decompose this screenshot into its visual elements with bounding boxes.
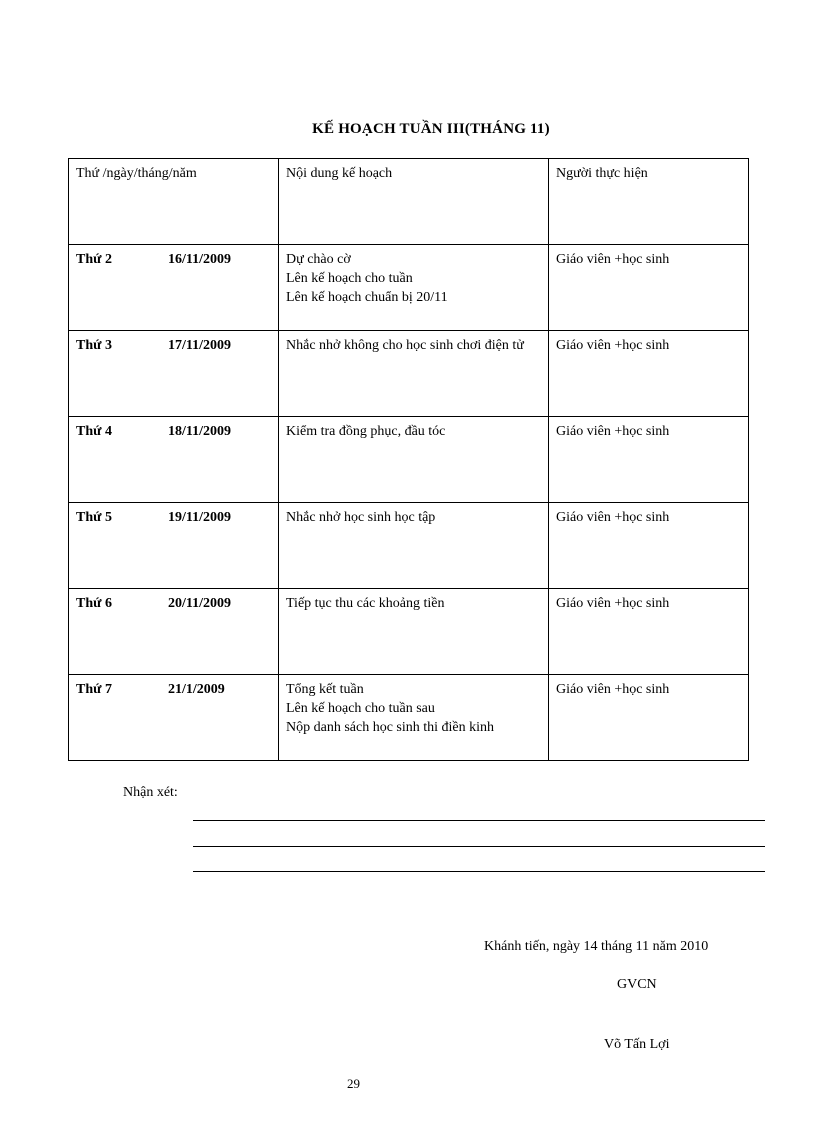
row-day: Thứ 6 xyxy=(76,596,113,611)
row-person: Giáo viên +học sinh xyxy=(549,503,749,589)
remarks-line xyxy=(193,820,765,821)
row-date: 21/1/2009 xyxy=(168,682,225,697)
row-content-cell xyxy=(279,245,549,331)
signature-place-date: Khánh tiến, ngày 14 tháng 11 năm 2010 xyxy=(484,939,709,954)
row-date-cell xyxy=(69,589,279,675)
table-header-row xyxy=(69,159,749,245)
row-day: Thứ 2 xyxy=(76,252,113,267)
remarks-label: Nhận xét: xyxy=(123,785,178,800)
row-content-line: Dự chào cờ xyxy=(286,252,351,267)
row-date: 17/11/2009 xyxy=(168,338,232,353)
header-date: Thứ /ngày/tháng/năm xyxy=(69,159,279,245)
row-date-cell xyxy=(69,245,279,331)
row-content-line: Lên kế hoạch chuẩn bị 20/11 xyxy=(286,290,448,305)
row-content-cell xyxy=(279,503,549,589)
row-date: 16/11/2009 xyxy=(168,252,232,267)
plan-table xyxy=(68,158,749,761)
row-date: 19/11/2009 xyxy=(168,510,232,525)
row-day: Thứ 7 xyxy=(76,682,113,697)
table-row xyxy=(69,503,749,589)
row-content-cell xyxy=(279,331,549,417)
row-person: Giáo viên +học sinh xyxy=(549,245,749,331)
row-content-line: Lên kế hoạch cho tuần sau xyxy=(286,701,435,716)
row-date: 20/11/2009 xyxy=(168,596,232,611)
page-title: KẾ HOẠCH TUẦN III(THÁNG 11) xyxy=(312,121,550,137)
row-person: Giáo viên +học sinh xyxy=(549,331,749,417)
row-content-cell xyxy=(279,675,549,761)
signature-name: Võ Tấn Lợi xyxy=(604,1037,670,1052)
page-number: 29 xyxy=(347,1076,360,1091)
row-person: Giáo viên +học sinh xyxy=(549,417,749,503)
table-row xyxy=(69,675,749,761)
row-day: Thứ 4 xyxy=(76,424,113,439)
row-content-line: Lên kế hoạch cho tuần xyxy=(286,271,413,286)
table-row xyxy=(69,245,749,331)
remarks-line xyxy=(193,871,765,872)
row-person: Giáo viên +học sinh xyxy=(549,589,749,675)
table-row xyxy=(69,589,749,675)
row-content-line: Kiểm tra đồng phục, đầu tóc xyxy=(286,424,446,439)
remarks-line xyxy=(193,846,765,847)
row-day: Thứ 3 xyxy=(76,338,113,353)
row-date-cell xyxy=(69,675,279,761)
table-row xyxy=(69,331,749,417)
row-content-line: Nhắc nhở không cho học sinh chơi điện tử xyxy=(286,338,524,353)
row-content-line: Tiếp tục thu các khoảng tiền xyxy=(286,596,445,611)
row-content-line: Nhắc nhở học sinh học tập xyxy=(286,510,436,525)
row-content-line: Tổng kết tuần xyxy=(286,682,364,697)
row-date-cell xyxy=(69,331,279,417)
table-row xyxy=(69,417,749,503)
row-day: Thứ 5 xyxy=(76,510,113,525)
row-person: Giáo viên +học sinh xyxy=(549,675,749,761)
row-date-cell xyxy=(69,503,279,589)
row-content-cell xyxy=(279,417,549,503)
row-date-cell xyxy=(69,417,279,503)
header-person: Người thực hiện xyxy=(549,159,749,245)
row-content-cell xyxy=(279,589,549,675)
row-content-line: Nộp danh sách học sinh thi điền kinh xyxy=(286,720,495,735)
signature-role: GVCN xyxy=(617,977,657,992)
row-date: 18/11/2009 xyxy=(168,424,232,439)
header-content: Nội dung kế hoạch xyxy=(279,159,549,245)
